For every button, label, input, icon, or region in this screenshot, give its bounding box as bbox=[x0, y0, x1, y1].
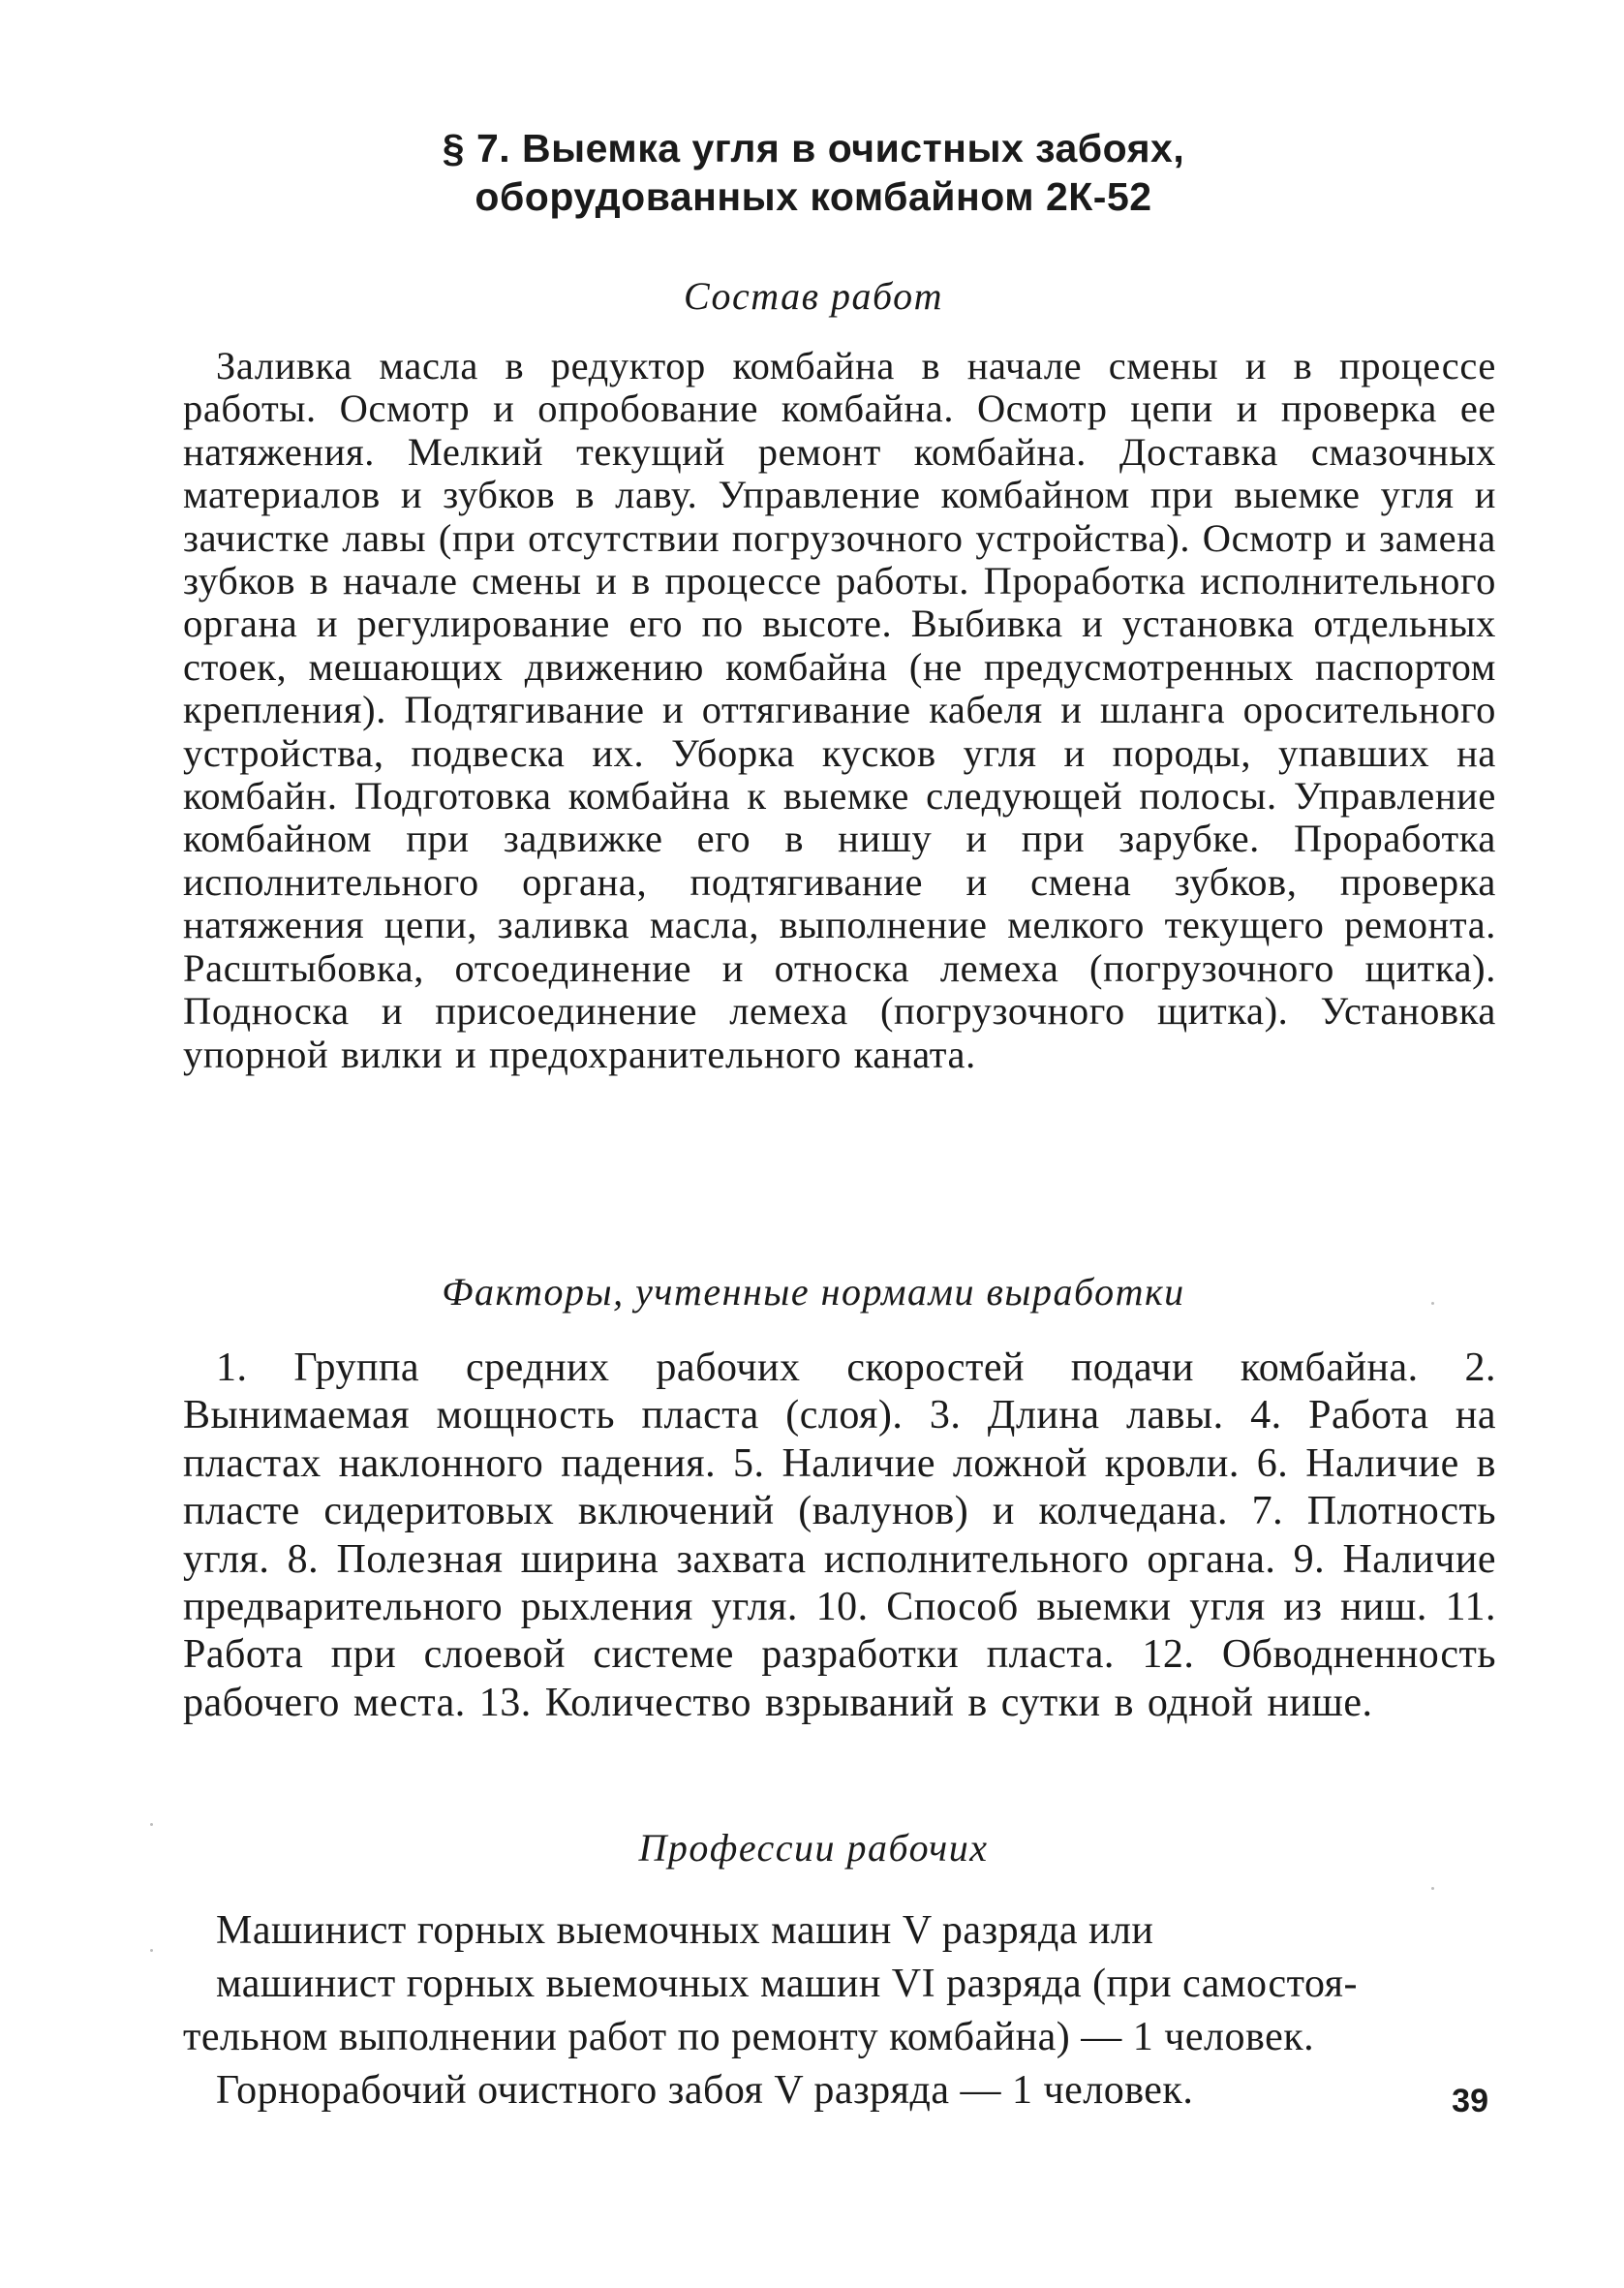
profession-line-3: тельном выполнении работ по ремонту комбайна) — 1 человек. bbox=[183, 2015, 1315, 2059]
scan-speck bbox=[150, 1949, 153, 1952]
factors-paragraph bbox=[183, 1345, 1496, 1727]
page-number: 39 bbox=[1452, 2083, 1488, 2119]
profession-line-4: Горнорабочий очистного забоя V разряда — 1 человек. bbox=[216, 2068, 1194, 2113]
scan-speck bbox=[1431, 1887, 1434, 1890]
scan-speck bbox=[150, 1823, 153, 1826]
work-composition-paragraph bbox=[183, 345, 1496, 1076]
profession-line-2: машинист горных выемочных машин VI разряда (при самостоя- bbox=[216, 1962, 1358, 2006]
work-composition-text: Заливка масла в редуктор комбайна в начале смены и в процессе работы. Осмотр и опробование комбайна. Осмотр цепи и проверка ее натяжения. Мелкий текущий ремонт комбайна. Доставка смазочных материалов и зубков в лаву. Управление комбайном при выемке угля и зачистке лавы (при отсутствии погрузочного устройства). Осмотр и замена зубков в начале смены и в процессе работы. Проработка исполнительного органа и регулирование его по высоте. Выбивка и установка отдельных стоек, мешающих движению комбайна (не предусмотренных паспортом крепления). Подтягивание и оттягивание кабеля и шланга оросительного устройства, подвеска их. Уборка кусков угля и породы, упавших на комбайн. Подготовка комбайна к выемке следующей полосы. Управление комбайном при задвижке его в нишу и при зарубке. Проработка исполнительного органа, подтягивание и смена зубков, проверка натяжения цепи, заливка масла, выполнение мелкого текущего ремонта. Расштыбовка, отсоединение и относка лемеха (погрузочного щитка). Подноска и присоединение лемеха (погрузочного щитка). Установка упорной вилки и предохранительного каната. bbox=[183, 344, 1496, 1076]
work-composition-heading: Состав работ bbox=[684, 274, 943, 318]
section-title-line-2: оборудованных комбайном 2К-52 bbox=[475, 174, 1152, 219]
scan-speck bbox=[1431, 1302, 1434, 1305]
profession-line-1: Машинист горных выемочных машин V разряда или bbox=[216, 1908, 1154, 1953]
section-title-line-1: § 7. Выемка угля в очистных забоях, bbox=[442, 126, 1185, 170]
section-title bbox=[291, 124, 1336, 221]
factors-heading: Факторы, учтенные нормами выработки bbox=[442, 1270, 1185, 1314]
professions-heading: Профессии рабочих bbox=[638, 1826, 989, 1870]
factors-text: 1. Группа средних рабочих скоростей подачи комбайна. 2. Вынимаемая мощность пласта (слоя). 3. Длина лавы. 4. Работа на пластах наклонного падения. 5. Наличие ложной кровли. 6. Наличие в пласте сидеритовых включений (валунов) и колчедана. 7. Плотность угля. 8. Полезная ширина захвата исполнительного органа. 9. Наличие предварительного рыхления угля. 10. Способ выемки угля из ниш. 11. Работа при слоевой системе разработки пласта. 12. Обводненность рабочего места. 13. Количество взрываний в сутки в одной нише. bbox=[183, 1345, 1496, 1725]
